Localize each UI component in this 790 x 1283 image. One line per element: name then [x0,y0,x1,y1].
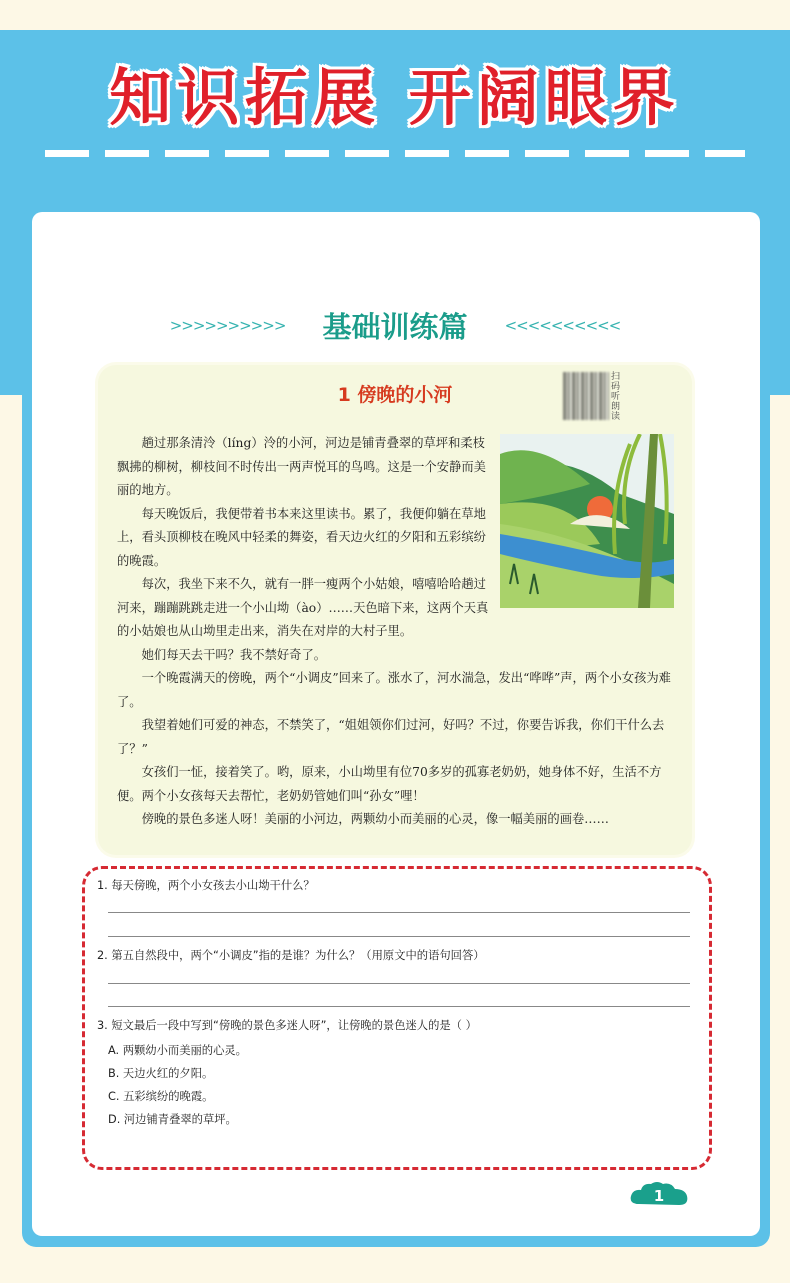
section-title: 基础训练篇 [322,310,468,344]
paragraph: 一个晚霞满天的傍晚，两个“小调皮”回来了。涨水了，河水湍急，发出“哗哗”声，两个小女孩为难了。 [117,671,671,709]
paragraph: 女孩们一怔，接着笑了。哟，原来，小山坳里有位70多岁的孤寡老奶奶，她身体不好，生活不方便。两个小女孩每天去帮忙，老奶奶管她们叫“孙女”哩！ [117,765,662,803]
paragraph: 我望着她们可爱的神态，不禁笑了，“姐姐领你们过河，好吗？不过，你要告诉我，你们干什么去了？” [117,718,665,756]
arrows-left-icon: >>>>>>>>>> [169,316,286,335]
section-heading [0,305,790,346]
paragraph: 每天晚饭后，我便带着书本来这里读书。累了，我便仰躺在草地上，看头顶柳枝在晚风中轻柔的舞姿，看天边火红的夕阳和五彩缤纷的晚霞。 [117,506,486,568]
paragraph: 趟过那条清泠（líng）泠的小河，河边是铺青叠翠的草坪和柔枝飘拂的柳树，柳枝间不时传出一两声悦耳的鸟鸣。这是一个安静而美丽的地方。 [117,436,486,497]
question-1: 1. 每天傍晚，两个小女孩去小山坳干什么？ [97,879,315,892]
qr-label: 扫码听朗读 [611,372,621,422]
answer-line[interactable] [108,983,690,984]
option-d[interactable]: D. 河边铺青叠翠的草坪。 [108,1113,237,1126]
qr-code-icon[interactable] [563,372,609,420]
passage-title: 1 傍晚的小河 [337,384,453,406]
answer-line[interactable] [108,912,690,913]
answer-line[interactable] [108,936,690,937]
paragraph: 她们每天去干吗？我不禁好奇了。 [141,647,327,662]
arrows-right-icon: <<<<<<<<<< [504,316,621,335]
banner-headline: 知识拓展 开阔眼界 [109,61,681,134]
option-b[interactable]: B. 天边火红的夕阳。 [108,1067,214,1080]
cloud-badge-icon [629,1180,689,1210]
question-3: 3. 短文最后一段中写到“傍晚的景色多迷人呀”，让傍晚的景色迷人的是（ ） [97,1019,477,1032]
paragraph: 傍晚的景色多迷人呀！美丽的小河边，两颗幼小而美丽的心灵，像一幅美丽的画卷…… [141,812,609,826]
banner-dashed-divider [45,150,745,157]
page-number-badge [629,1180,689,1210]
option-a[interactable]: A. 两颗幼小而美丽的心灵。 [108,1044,247,1057]
page-number: 1 [653,1187,665,1205]
paragraph: 每次，我坐下来不久，就有一胖一瘦两个小姑娘，嘻嘻哈哈趟过河来，蹦蹦跳跳走进一个小山坳（ào）……天色暗下来，这两个天真的小姑娘也从山坳里走出来，消失在对岸的大村子里。 [117,577,489,638]
answer-line[interactable] [108,1006,690,1007]
option-c[interactable]: C. 五彩缤纷的晚霞。 [108,1090,214,1103]
passage-body [117,432,673,832]
question-2: 2. 第五自然段中，两个“小调皮”指的是谁？为什么？（用原文中的语句回答） [97,949,485,962]
banner-top-strip [0,0,790,30]
